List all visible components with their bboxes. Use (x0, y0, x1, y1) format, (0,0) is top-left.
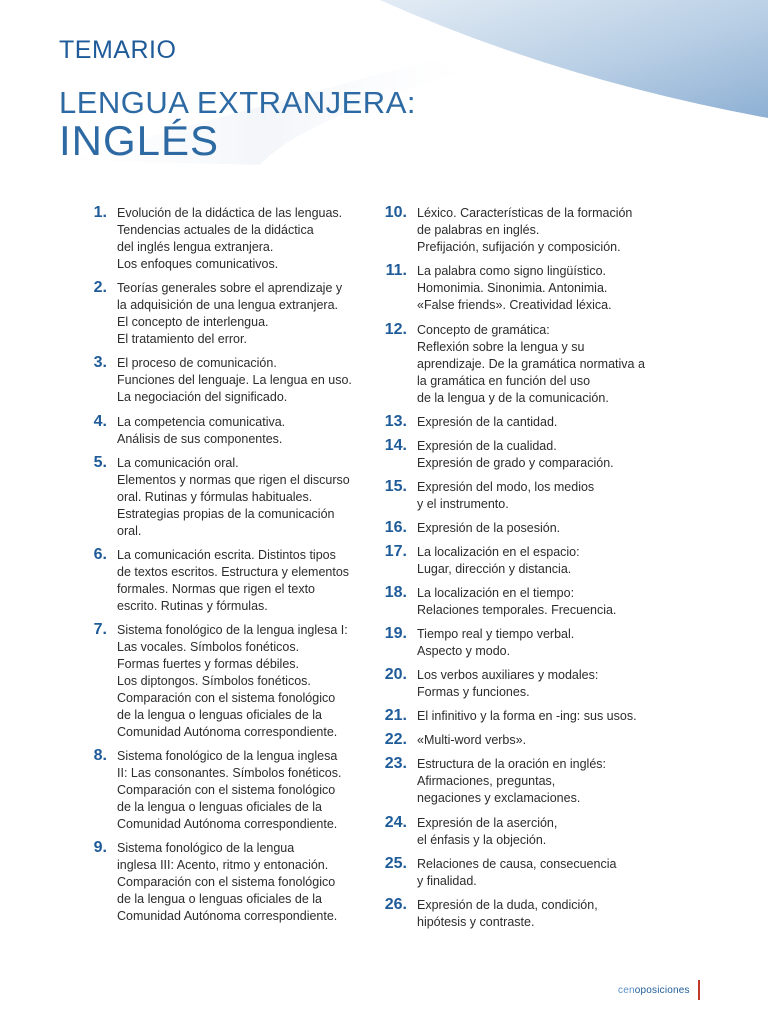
subtitle-line-1: LENGUA EXTRANJERA: (59, 85, 416, 120)
topic-line: «Multi-word verbs». (417, 733, 527, 747)
topic-line: aprendizaje. De la gramática normativa a (417, 357, 645, 371)
topic-line: Lugar, dirección y distancia. (417, 562, 572, 576)
topic-line: negaciones y exclamaciones. (417, 791, 581, 805)
topic-item (378, 321, 645, 407)
topic-number: 20. (384, 666, 407, 683)
topic-line: Evolución de la didáctica de las lenguas. (117, 206, 343, 220)
topic-line: El tratamiento del error. (117, 332, 247, 346)
topic-line: Los enfoques comunicativos. (117, 257, 279, 271)
topic-text (417, 204, 632, 256)
topic-number: 5. (93, 454, 107, 471)
topic-text (417, 478, 594, 513)
topic-text (117, 621, 348, 741)
topic-item (378, 731, 526, 749)
topic-line: Estructura de la oración en inglés: (417, 757, 606, 771)
topic-item (378, 437, 614, 472)
topic-line: La negociación del significado. (117, 390, 288, 404)
topic-text (417, 896, 598, 931)
topic-line: La localización en el espacio: (417, 545, 580, 559)
topic-line: Comunidad Autónoma correspondiente. (117, 725, 338, 739)
topic-line: Sistema fonológico de la lengua (117, 841, 295, 855)
brand-suffix: oposiciones (634, 984, 690, 996)
topic-line: Tiempo real y tiempo verbal. (417, 627, 575, 641)
topic-text (117, 354, 352, 406)
topic-number: 23. (384, 755, 407, 772)
topic-item (78, 546, 349, 615)
topic-line: Los diptongos. Símbolos fonéticos. (117, 674, 311, 688)
topic-item (378, 519, 560, 537)
topic-text (417, 413, 557, 431)
topic-text (417, 855, 616, 890)
topic-line: Relaciones de causa, consecuencia (417, 857, 617, 871)
topic-number: 7. (93, 621, 107, 638)
topic-line: y finalidad. (417, 874, 477, 888)
topic-line: Comunidad Autónoma correspondiente. (117, 909, 338, 923)
topic-text (117, 204, 342, 273)
topic-number: 24. (384, 814, 407, 831)
topic-number: 13. (384, 413, 407, 430)
topic-item (378, 262, 612, 314)
topic-line: «False friends». Creatividad léxica. (417, 298, 612, 312)
topic-line: Sistema fonológico de la lengua inglesa I: (117, 623, 348, 637)
topic-text (417, 814, 557, 849)
topic-item (378, 896, 598, 931)
topic-number: 12. (384, 321, 407, 338)
topic-text (417, 755, 606, 807)
topic-line: de textos escritos. Estructura y elementos (117, 565, 350, 579)
topic-text (117, 839, 337, 925)
topic-number: 18. (384, 584, 407, 601)
topic-line: hipótesis y contraste. (417, 915, 535, 929)
topic-item (378, 666, 598, 701)
topic-line: El proceso de comunicación. (117, 356, 277, 370)
topic-item (378, 204, 632, 256)
brand-logo (618, 985, 690, 996)
topic-item (378, 625, 574, 660)
topic-line: La comunicación oral. (117, 456, 239, 470)
header-label: TEMARIO (59, 36, 177, 64)
topic-text (417, 543, 580, 578)
topic-line: Comunidad Autónoma correspondiente. (117, 817, 338, 831)
topic-text (417, 584, 616, 619)
topic-number: 26. (384, 896, 407, 913)
topic-number: 15. (384, 478, 407, 495)
topic-number: 4. (93, 413, 107, 430)
topic-line: Homonimia. Sinonimia. Antonimia. (417, 281, 608, 295)
topic-line: Expresión de la duda, condición, (417, 898, 598, 912)
topic-line: oral. Rutinas y fórmulas habituales. (117, 490, 313, 504)
topic-line: Los verbos auxiliares y modales: (417, 668, 599, 682)
topic-line: Expresión de la cualidad. (417, 439, 557, 453)
topic-item (78, 279, 342, 348)
topic-text (417, 731, 526, 749)
topic-line: Afirmaciones, preguntas, (417, 774, 556, 788)
topic-line: Elementos y normas que rigen el discurso (117, 473, 350, 487)
topic-line: oral. (117, 524, 142, 538)
topic-text (117, 454, 350, 540)
topic-line: la gramática en función del uso (417, 374, 591, 388)
topic-text (417, 707, 637, 725)
topic-text (417, 519, 560, 537)
topic-item (378, 707, 637, 725)
topic-line: Reflexión sobre la lengua y su (417, 340, 585, 354)
topic-line: Comparación con el sistema fonológico (117, 875, 336, 889)
topic-number: 11. (385, 262, 407, 279)
footer-accent-bar (698, 980, 700, 1000)
topic-text (117, 546, 349, 615)
topic-number: 22. (384, 731, 407, 748)
topic-line: Comparación con el sistema fonológico (117, 783, 336, 797)
topic-line: del inglés lengua extranjera. (117, 240, 274, 254)
topic-item (78, 747, 341, 833)
topic-line: Funciones del lenguaje. La lengua en uso. (117, 373, 352, 387)
topic-text (417, 666, 598, 701)
topic-number: 3. (93, 354, 107, 371)
topic-line: La comunicación escrita. Distintos tipos (117, 548, 336, 562)
topic-text (117, 413, 285, 448)
subtitle-line-2: INGLÉS (59, 117, 220, 164)
topic-item (78, 454, 350, 540)
topic-line: Expresión del modo, los medios (417, 480, 595, 494)
topic-line: de palabras en inglés. (417, 223, 540, 237)
topic-item (378, 755, 606, 807)
topic-text (417, 437, 614, 472)
topic-line: La palabra como signo lingüístico. (417, 264, 607, 278)
topic-line: de la lengua o lenguas oficiales de la (117, 800, 323, 814)
topic-line: la adquisición de una lengua extranjera. (117, 298, 338, 312)
topic-line: y el instrumento. (417, 497, 509, 511)
topic-line: Expresión de la posesión. (417, 521, 561, 535)
brand-prefix: cen (618, 984, 635, 996)
topic-text (417, 321, 645, 407)
topic-item (378, 855, 616, 890)
topic-line: de la lengua y de la comunicación. (417, 391, 609, 405)
topic-line: Las vocales. Símbolos fonéticos. (117, 640, 300, 654)
topic-item (78, 839, 337, 925)
topic-number: 1. (93, 204, 107, 221)
topic-item (378, 814, 557, 849)
topic-line: Expresión de grado y comparación. (417, 456, 614, 470)
topic-line: II: Las consonantes. Símbolos fonéticos. (117, 766, 342, 780)
topic-line: Formas y funciones. (417, 685, 530, 699)
topic-number: 21. (384, 707, 407, 724)
topic-line: Tendencias actuales de la didáctica (117, 223, 314, 237)
topic-number: 14. (384, 437, 407, 454)
topic-line: de la lengua o lenguas oficiales de la (117, 708, 323, 722)
header (59, 36, 416, 165)
topic-number: 10. (384, 204, 407, 221)
topic-text (417, 625, 574, 660)
topic-text (117, 747, 341, 833)
topic-number: 8. (93, 747, 107, 764)
topic-line: El infinitivo y la forma en -ing: sus usos. (417, 709, 637, 723)
topic-item (378, 478, 594, 513)
topic-line: inglesa III: Acento, ritmo y entonación. (117, 858, 329, 872)
topic-line: Concepto de gramática: (417, 323, 550, 337)
topic-line: Expresión de la cantidad. (417, 415, 558, 429)
footer-brand (618, 980, 700, 1000)
topic-line: Relaciones temporales. Frecuencia. (417, 603, 617, 617)
topic-number: 9. (93, 839, 107, 856)
topic-line: Análisis de sus componentes. (117, 432, 283, 446)
topic-line: Formas fuertes y formas débiles. (117, 657, 300, 671)
topic-line: El concepto de interlengua. (117, 315, 269, 329)
topic-line: Sistema fonológico de la lengua inglesa (117, 749, 338, 763)
topic-number: 17. (384, 543, 407, 560)
topic-text (417, 262, 612, 314)
topic-item (78, 413, 285, 448)
topic-item (378, 543, 580, 578)
topic-text (117, 279, 342, 348)
topic-line: de la lengua o lenguas oficiales de la (117, 892, 323, 906)
topic-line: escrito. Rutinas y fórmulas. (117, 599, 268, 613)
topic-line: La competencia comunicativa. (117, 415, 286, 429)
topic-line: Prefijación, sufijación y composición. (417, 240, 621, 254)
topic-line: Estrategias propias de la comunicación (117, 507, 335, 521)
topic-number: 16. (384, 519, 407, 536)
topic-line: Comparación con el sistema fonológico (117, 691, 336, 705)
topic-item (378, 413, 557, 431)
topic-line: formales. Normas que rigen el texto (117, 582, 316, 596)
topic-line: Teorías generales sobre el aprendizaje y (117, 281, 343, 295)
topic-line: el énfasis y la objeción. (417, 833, 547, 847)
topic-line: Aspecto y modo. (417, 644, 511, 658)
topic-item (378, 584, 616, 619)
topic-line: Expresión de la aserción, (417, 816, 558, 830)
topic-number: 25. (384, 855, 407, 872)
topic-number: 6. (93, 546, 107, 563)
topic-item (78, 354, 352, 406)
topic-number: 19. (384, 625, 407, 642)
topic-number: 2. (93, 279, 107, 296)
topic-line: Léxico. Características de la formación (417, 206, 633, 220)
topic-line: La localización en el tiempo: (417, 586, 575, 600)
topic-item (78, 204, 342, 273)
topic-item (78, 621, 348, 741)
